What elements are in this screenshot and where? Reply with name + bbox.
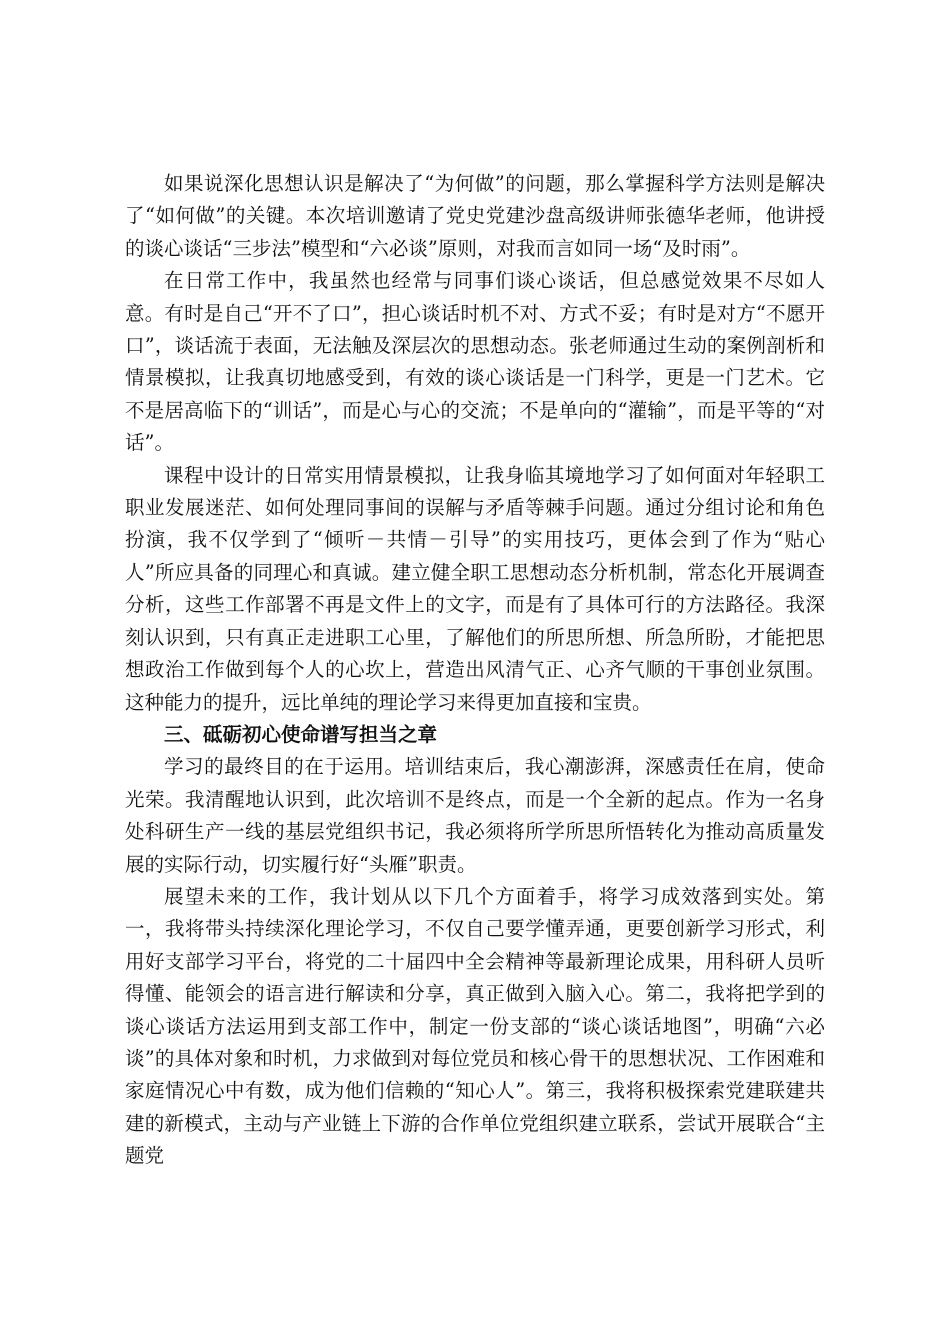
paragraph-course-simulation: 课程中设计的日常实用情景模拟，让我身临其境地学习了如何面对年轻职工职业发展迷茫、如何处理同事间的误解与矛盾等棘手问题。通过分组讨论和角色扮演，我不仅学到了“倾听－共情－引导”的实用技巧，更体会到了作为“贴心人”所应具备的同理心和真诚。建立健全职工思想动态分析机制，常态化开展调查分析，这些工作部署不再是文件上的文字，而是有了具体可行的方法路径。我深刻认识到，只有真正走进职工心里，了解他们的所思所想、所急所盼，才能把思想政治工作做到每个人的心坎上，营造出风清气正、心齐气顺的干事创业氛围。这种能力的提升，远比单纯的理论学习来得更加直接和宝贵。 (125, 463, 825, 714)
paragraph-learning-purpose: 学习的最终目的在于运用。培训结束后，我心潮澎湃，深感责任在肩，使命光荣。我清醒地认识到，此次培训不是终点，而是一个全新的起点。作为一名身处科研生产一线的基层党组织书记，我必须将所学所思所悟转化为推动高质量发展的实际行动，切实履行好“头雁”职责。 (125, 755, 825, 876)
paragraph-daily-work: 在日常工作中，我虽然也经常与同事们谈心谈话，但总感觉效果不尽如人意。有时是自己“开不了口”，担心谈话时机不对、方式不妥；有时是对方“不愿开口”，谈话流于表面，无法触及深层次的思想动态。张老师通过生动的案例剖析和情景模拟，让我真切地感受到，有效的谈心谈话是一门科学，更是一门艺术。它不是居高临下的“训话”，而是心与心的交流；不是单向的“灌输”，而是平等的“对话”。 (125, 269, 825, 455)
paragraph-future-plan: 展望未来的工作，我计划从以下几个方面着手，将学习成效落到实处。第一，我将带头持续深化理论学习，不仅自己要学懂弄通，更要创新学习形式，利用好支部学习平台，将党的二十届四中全会精神等最新理论成果，用科研人员听得懂、能领会的语言进行解读和分享，真正做到入脑入心。第二，我将把学到的谈心谈话方法运用到支部工作中，制定一份支部的“谈心谈话地图”，明确“六必谈”的具体对象和时机，力求做到对每位党员和核心骨干的思想状况、工作困难和家庭情况心中有数，成为他们信赖的“知心人”。第三，我将积极探索党建联建共建的新模式，主动与产业链上下游的合作单位党组织建立联系，尝试开展联合“主题党 (125, 884, 825, 1168)
document-body (125, 168, 825, 1173)
section-heading: 三、砥砺初心使命谱写担当之章 (164, 722, 438, 746)
paragraph-method-intro: 如果说深化思想认识是解决了“为何做”的问题，那么掌握科学方法则是解决了“如何做”的关键。本次培训邀请了党史党建沙盘高级讲师张德华老师，他讲授的谈心谈话“三步法”模型和“六必谈”原则，对我而言如同一场“及时雨”。 (125, 172, 825, 260)
